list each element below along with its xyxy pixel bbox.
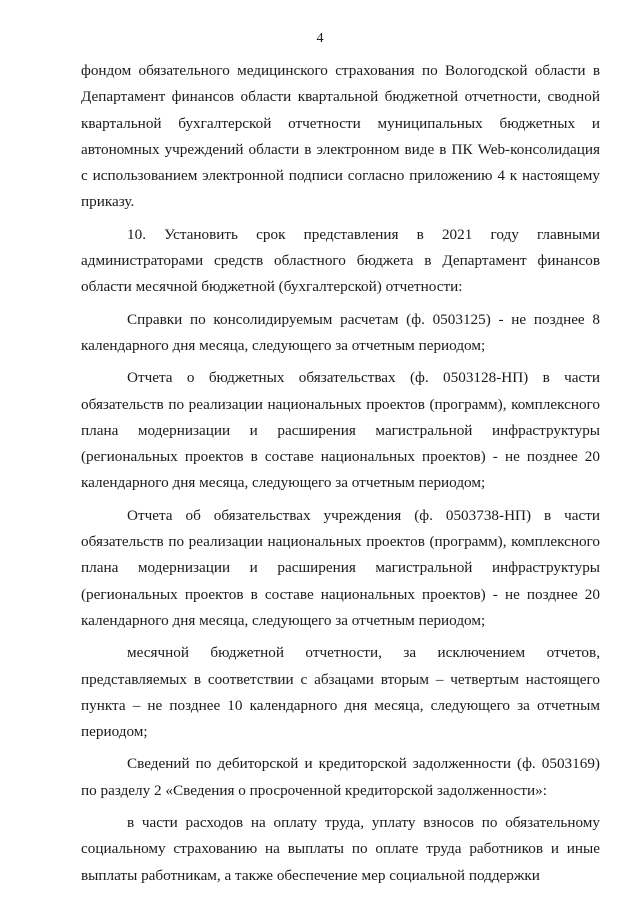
paragraph-labor-expenses: в части расходов на оплату труда, уплату взносов по обязательному социальному страхованию на выплаты по оплате труда работников и иные выплаты работникам, а также обеспечение мер социальной поддержки (81, 814, 600, 884)
paragraph-monthly-reporting: месячной бюджетной отчетности, за исключением отчетов, представляемых в соответствии с абзацами вторым – четвертым настоящего пункта – не позднее 10 календарного дня месяца, следующего за отчетным периодом; (81, 644, 600, 741)
page-number: 4 (316, 31, 324, 46)
paragraph-form-0503738: Отчета об обязательствах учреждения (ф. 0503738-НП) в части обязательств по реализации национальных проектов (программ), комплексного плана модернизации и расширения магистральной инфраструктуры (региональных проектов в составе национальных проектов) - не позднее 20 календарного дня месяца, следующего за отчетным периодом; (81, 506, 600, 629)
paragraph-form-0503128: Отчета о бюджетных обязательствах (ф. 0503128-НП) в части обязательств по реализации национальных проектов (программ), комплексного плана модернизации и расширения магистральной инфраструктуры (региональных проектов в составе национальных проектов) - не позднее 20 календарного дня месяца, следующего за отчетным периодом; (81, 369, 600, 492)
paragraph-item-10: 10. Установить срок представления в 2021 году главными администраторами средств областного бюджета в Департамент финансов области месячной бюджетной (бухгалтерской) отчетности: (81, 225, 600, 296)
paragraph-form-0503125: Справки по консолидируемым расчетам (ф. 0503125) - не позднее 8 календарного дня месяца, следующего за отчетным периодом; (81, 310, 600, 354)
paragraph-continuation: фондом обязательного медицинского страхования по Вологодской области в Департамент финансов области квартальной бюджетной отчетности, сводной квартальной бухгалтерской отчетности муниципальных бюджетных и автономных учреждений области в электронном виде в ПК Web-консолидация с использованием электронной подписи согласно приложению 4 к настоящему приказу. (81, 62, 600, 211)
paragraph-form-0503169: Сведений по дебиторской и кредиторской задолженности (ф. 0503169) по разделу 2 «Сведения о просроченной кредиторской задолженности»: (81, 755, 600, 799)
document-body (81, 58, 600, 889)
